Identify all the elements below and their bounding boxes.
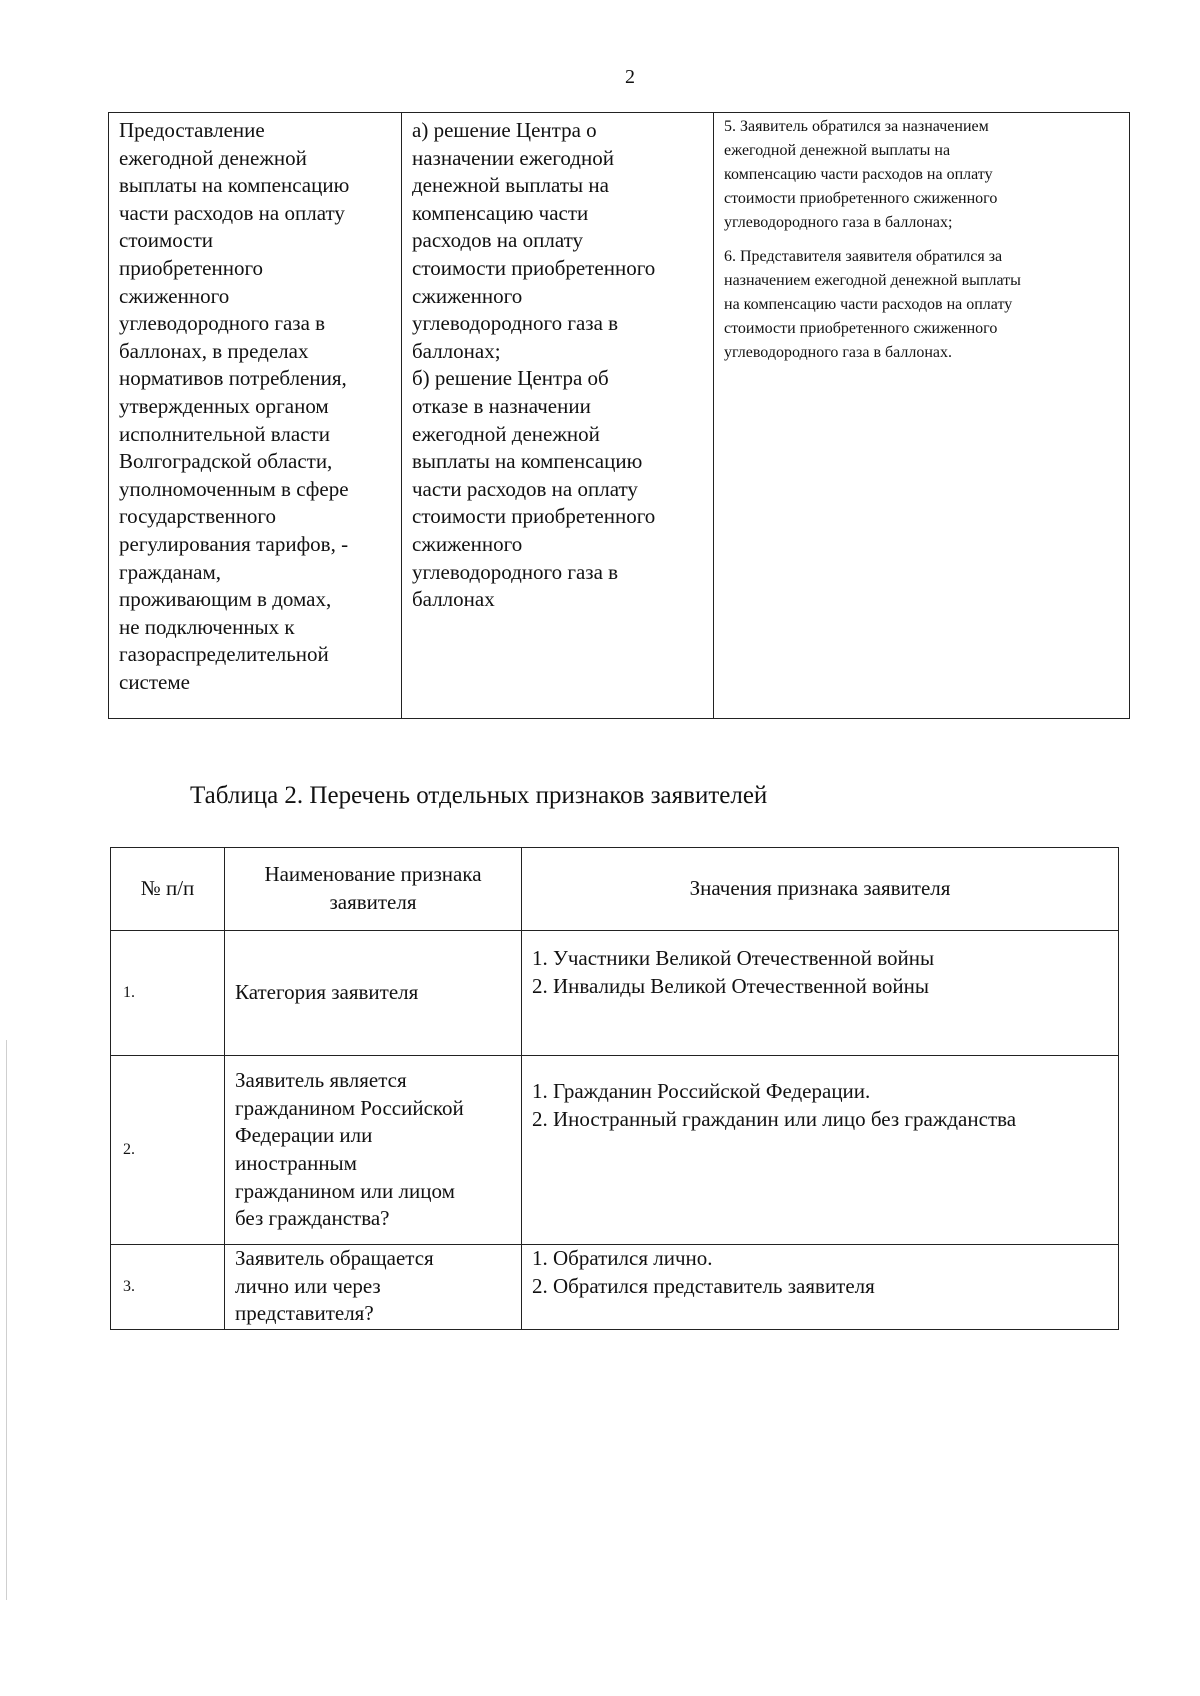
text-line: 1. Участники Великой Отечественной войны (532, 946, 935, 970)
text-line: гражданином Российской (235, 1095, 464, 1120)
variants-cell (714, 113, 1130, 719)
row-num: 1. (111, 931, 225, 1056)
page-number: 2 (625, 66, 635, 88)
text-line: гражданином или лицом (235, 1178, 455, 1203)
text-line: Федерации или (235, 1123, 373, 1148)
text-line: ежегодной денежной выплаты на (724, 142, 951, 159)
text-line: регулирования тарифов, - (119, 531, 349, 556)
applicant-attributes-table (110, 847, 1119, 1330)
text-line: государственного (119, 504, 277, 529)
table-row (111, 1245, 1119, 1330)
table-row (111, 931, 1119, 1056)
text-line: а) решение Центра о (412, 118, 597, 142)
text-line: Волгоградской области, (119, 449, 333, 474)
text-line: нормативов потребления, (119, 366, 347, 391)
variant-5 (724, 115, 1121, 235)
row-attribute (225, 1056, 522, 1245)
text-line: компенсацию части расходов на оплату (724, 166, 993, 183)
text-line: Наименование признака (264, 862, 482, 887)
text-line: углеводородного газа в (119, 311, 326, 336)
text-line: заявителя (329, 890, 417, 914)
text-line: стоимости приобретенного (412, 504, 656, 529)
variant-6 (724, 245, 1121, 365)
text-line: углеводородного газа в (412, 559, 619, 584)
row-num: 2. (111, 1056, 225, 1245)
text-line: сжиженного (119, 283, 230, 308)
text-line: 2. Иностранный гражданин или лицо без гражданства (532, 1106, 1017, 1131)
text-line: 2. Инвалиды Великой Отечественной войны (532, 973, 929, 998)
text-line: углеводородного газа в (412, 311, 619, 336)
row-attribute (225, 1245, 522, 1330)
text-line: Предоставление (119, 118, 265, 142)
row-values (522, 1056, 1119, 1245)
text-line: приобретенного (119, 255, 264, 280)
row-values (522, 931, 1119, 1056)
row-num: 3. (111, 1245, 225, 1330)
text-line: 1. Обратился лично. (532, 1246, 713, 1270)
row-values (522, 1245, 1119, 1330)
text-line: представителя? (235, 1301, 374, 1326)
text-line: стоимости приобретенного сжиженного (724, 190, 998, 207)
text-line: 1. Гражданин Российской Федерации. (532, 1079, 871, 1103)
text-line: Категория заявителя (235, 980, 419, 1005)
header-values: Значения признака заявителя (522, 848, 1119, 931)
table-row (111, 1056, 1119, 1245)
text-line: гражданам, (119, 559, 222, 584)
header-name (225, 848, 522, 931)
header-row (111, 848, 1119, 931)
table-row (109, 113, 1130, 719)
text-line: 6. Представителя заявителя обратился за (724, 248, 1003, 265)
text-line: сжиженного (412, 283, 523, 308)
text-line: 2. Обратился представитель заявителя (532, 1273, 875, 1298)
row-attribute (225, 931, 522, 1056)
table-caption: Таблица 2. Перечень отдельных признаков заявителей (190, 782, 768, 809)
text-line: части расходов на оплату (119, 200, 345, 225)
text-line: углеводородного газа в баллонах. (724, 344, 953, 361)
text-line: проживающим в домах, (119, 587, 332, 612)
text-line: сжиженного (412, 531, 523, 556)
text-line: стоимости (119, 228, 214, 253)
text-line: назначении ежегодной (412, 145, 614, 170)
text-line: ежегодной денежной (119, 145, 307, 170)
text-line: б) решение Центра об (412, 366, 609, 391)
text-line: баллонах, в пределах (119, 338, 309, 363)
service-description-cell (109, 113, 402, 719)
text-line: выплаты на компенсацию (119, 173, 350, 198)
text-line: расходов на оплату (412, 228, 584, 253)
text-line: углеводородного газа в баллонах; (724, 214, 953, 231)
text-line: на компенсацию части расходов на оплату (724, 296, 1013, 313)
text-line: Заявитель обращается (235, 1246, 434, 1270)
text-line: денежной выплаты на (412, 173, 609, 198)
result-cell (402, 113, 714, 719)
header-num: № п/п (111, 848, 225, 931)
service-table (108, 112, 1130, 719)
text-line: иностранным (235, 1151, 357, 1175)
text-line: уполномоченным в сфере (119, 476, 349, 501)
text-line: без гражданства? (235, 1206, 390, 1231)
text-line: назначением ежегодной денежной выплаты (724, 272, 1021, 289)
text-line: утвержденных органом (119, 393, 329, 418)
text-line: отказе в назначении (412, 393, 591, 418)
text-line: части расходов на оплату (412, 476, 638, 501)
text-line: Заявитель является (235, 1068, 407, 1093)
text-line: компенсацию части (412, 200, 589, 225)
text-line: баллонах; (412, 338, 501, 363)
text-line: газораспределительной (119, 642, 329, 667)
scan-margin-line (6, 1040, 7, 1600)
text-line: не подключенных к (119, 614, 295, 639)
text-line: выплаты на компенсацию (412, 449, 643, 474)
text-line: стоимости приобретенного (412, 255, 656, 280)
text-line: исполнительной власти (119, 421, 330, 446)
text-line: 5. Заявитель обратился за назначением (724, 118, 989, 135)
text-line: баллонах (412, 587, 495, 612)
text-line: системе (119, 669, 190, 694)
text-line: лично или через (235, 1273, 381, 1298)
text-line: стоимости приобретенного сжиженного (724, 320, 998, 337)
text-line: ежегодной денежной (412, 421, 600, 446)
